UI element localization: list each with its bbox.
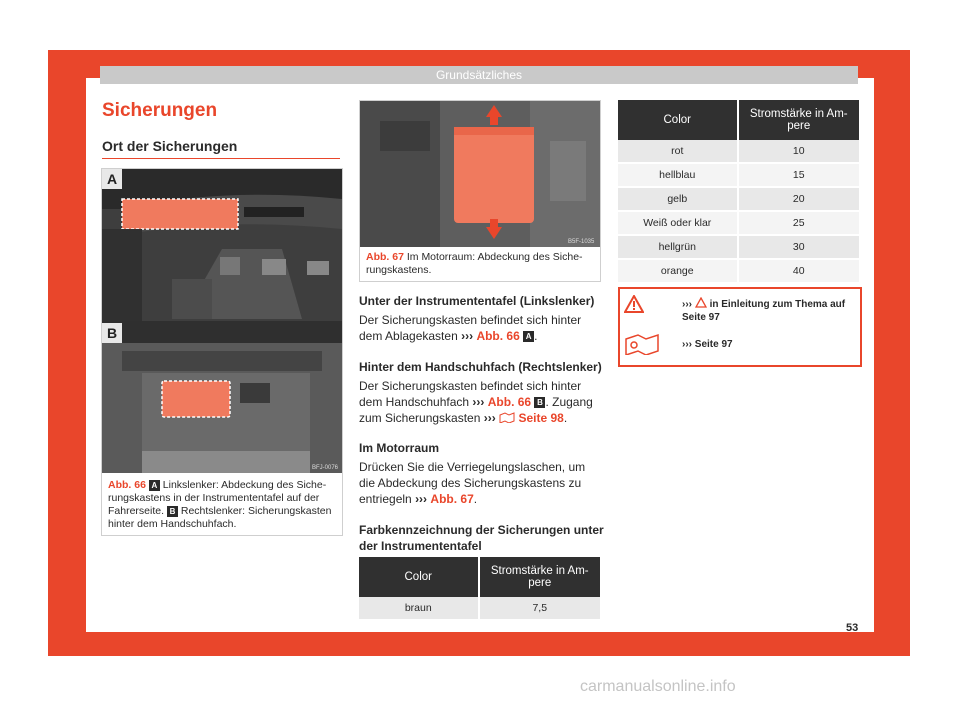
s3-arrow: ›››	[415, 492, 428, 506]
section-text-engine: Drücken Sie die Verriegelungslaschen, um die Abdeckung des Sicherungskastens zu entriegeln ››› Abb. 67.	[359, 460, 586, 506]
s3-ref-link[interactable]: Abb. 67	[430, 492, 474, 506]
figure-67-image	[360, 101, 600, 247]
caption-a-text: Linkslenker: Abdeckung des Sicherungskastens in der Instrumententafel auf der Fahrerseite.	[108, 479, 327, 517]
inline-warning-icon	[695, 297, 707, 312]
table-row	[618, 236, 859, 260]
caption-badge-a: A	[149, 480, 160, 491]
warning-line-1[interactable]	[682, 297, 852, 324]
section-header: Grundsätzliches	[100, 66, 858, 84]
s2-text2: . Zugang zum Sicherungskasten	[359, 395, 593, 425]
figure-67-caption-text: Im Motorraum: Abdeckung des Sicherungskastens.	[366, 251, 583, 276]
section-heading-engine: Im Motorraum	[359, 441, 440, 455]
s2-ref-link[interactable]: Abb. 66	[487, 395, 532, 409]
fuse-table-instrument-panel	[359, 557, 600, 621]
table-cell: 40	[739, 260, 860, 284]
table-cell: 10	[739, 140, 860, 164]
figure-66-caption	[108, 479, 338, 531]
s3-text: Drücken Sie die Verriegelungslaschen, um die Abdeckung des Sicherungskastens zu entriegeln	[359, 460, 586, 506]
table-cell: rot	[618, 140, 739, 164]
s1-badge: A	[523, 331, 534, 342]
section-text-left-hand: Der Sicherungskasten befindet sich hinter dem Ablagekasten ››› Abb. 66 A .	[359, 313, 582, 343]
table-cell: 20	[739, 188, 860, 212]
section-heading-right-hand: Hinter dem Handschuhfach (Rechtslenker)	[359, 360, 602, 374]
table-cell: gelb	[618, 188, 739, 212]
manual-inline-icon	[499, 411, 515, 427]
figure-66-image-b	[102, 321, 342, 473]
caption-badge-b: B	[167, 506, 178, 517]
table-row	[618, 260, 859, 284]
warning-line-1-text: in Einleitung zum Thema auf Seite 97	[682, 299, 846, 323]
table-cell: 7,5	[480, 597, 601, 621]
s1-text: Der Sicherungskasten befindet sich hinter dem Ablagekasten	[359, 313, 582, 343]
wrench-book-icon	[622, 331, 662, 360]
figure-66-ref: Abb. 66	[108, 479, 146, 491]
s1-ref-link[interactable]: Abb. 66	[476, 329, 520, 343]
table-row	[618, 164, 859, 188]
table-cell: orange	[618, 260, 739, 284]
table-cell: Weiß oder klar	[618, 212, 739, 236]
table-cell: hellgrün	[618, 236, 739, 260]
table2-header-color: Color	[618, 100, 739, 140]
figure-67-ref: Abb. 67	[366, 251, 404, 263]
watermark: carmanualsonline.info	[580, 678, 736, 695]
table-cell: braun	[359, 597, 480, 621]
table-row	[618, 212, 859, 236]
warning-box	[618, 287, 862, 367]
table-cell: 15	[739, 164, 860, 188]
figure-66-image-a	[102, 169, 342, 321]
table1-header-ampere: Stromstärke in Ampere	[480, 557, 601, 597]
fuse-table-continued	[618, 100, 859, 284]
table-cell: 30	[739, 236, 860, 260]
page-subtitle: Ort der Sicherungen	[102, 138, 238, 154]
s2-arrow: ›››	[472, 395, 485, 409]
section-heading-colors: Farbkennzeichnung der Sicherungen unter der Instrumententafel	[359, 523, 604, 553]
section-heading-left-hand: Unter der Instrumententafel (Linkslenker)	[359, 294, 595, 308]
warning-line-2[interactable]: ››› Seite 97	[682, 339, 733, 350]
table-cell: hellblau	[618, 164, 739, 188]
table-row	[618, 140, 859, 164]
table1-header-color: Color	[359, 557, 480, 597]
s2-badge: B	[534, 397, 545, 408]
warning-arrow: ›››	[682, 299, 692, 311]
table-cell: 25	[739, 212, 860, 236]
s2-arrow2: ›››	[483, 411, 496, 425]
figure-66-code: BFJ-0076	[312, 465, 339, 471]
figure-66-badge-b: B	[102, 323, 122, 343]
table-row	[359, 597, 600, 621]
figure-66	[101, 168, 343, 536]
figure-67-code: B5F-1035	[568, 239, 595, 245]
s1-arrow: ›››	[461, 329, 474, 343]
figure-67-caption	[366, 251, 596, 277]
table2-header-ampere: Stromstärke in Ampere	[739, 100, 860, 140]
page-number: 53	[846, 622, 859, 634]
figure-67	[359, 100, 601, 282]
s2-ref2-link[interactable]: Seite 98	[518, 411, 564, 425]
figure-66-badge-a: A	[102, 169, 122, 189]
table-row	[618, 188, 859, 212]
section-text-right-hand: Der Sicherungskasten befindet sich hinter dem Handschuhfach ››› Abb. 66 B . Zugang zum Sicherungskasten ››› Seite 98.	[359, 379, 593, 425]
subtitle-rule	[102, 158, 340, 159]
warning-triangle-icon	[624, 295, 644, 318]
caption-b-text: Rechtslenker: Sicherungskasten hinter dem Handschuhfach.	[108, 505, 332, 530]
page-title: Sicherungen	[102, 100, 218, 121]
s2-text: Der Sicherungskasten befindet sich hinter dem Handschuhfach	[359, 379, 582, 409]
